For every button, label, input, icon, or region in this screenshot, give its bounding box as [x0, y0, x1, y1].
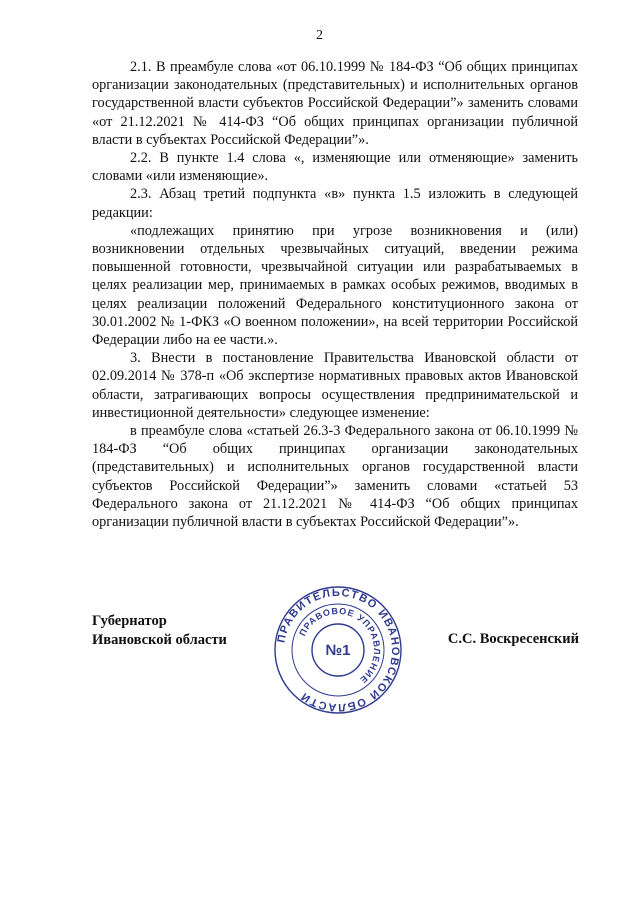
- official-seal: [273, 585, 403, 715]
- paragraph-2-2: 2.2. В пункте 1.4 слова «, изменяющие или отменяющие» заменить словами «или изменяющие».: [92, 150, 578, 185]
- paragraph-3-change: в преамбуле слова «статьей 26.3-3 Федерального закона от 06.10.1999 № 184-ФЗ “Об общих принципах организации законодательных (представительных) и исполнительных органов государственной власти субъектов Российской Федерации”» заменить словами «статьей 53 Федерального закона от 21.12.2021 № 414-ФЗ “Об общих принципах организации публичной власти в субъектах Российской Федерации”».: [92, 423, 578, 531]
- document-body: [92, 58, 578, 531]
- seal-inner-text: ПРАВОВОЕ УПРАВЛЕНИЕ: [297, 605, 383, 686]
- signature-title: [92, 612, 227, 650]
- signatory-position: Губернатор: [92, 613, 167, 629]
- signatory-name: С.С. Воскресенский: [447, 631, 579, 647]
- paragraph-2-3: 2.3. Абзац третий подпункта «в» пункта 1.5 изложить в следующей редакции:: [92, 186, 578, 221]
- seal-outer-text: ПРАВИТЕЛЬСТВО ИВАНОВСКОЙ ОБЛАСТИ: [275, 586, 402, 714]
- signatory-region: Ивановской области: [92, 632, 227, 648]
- seal-center-text: №1: [325, 642, 351, 659]
- paragraph-2-1: 2.1. В преамбуле слова «от 06.10.1999 № 184-ФЗ “Об общих принципах организации законодательных (представительных) и исполнительных органов государственной власти субъектов Российской Федерации”» заменить словами «от 21.12.2021 № 414-ФЗ “Об общих принципах организации публичной власти в субъектах Российской Федерации”».: [92, 59, 578, 148]
- paragraph-3: 3. Внести в постановление Правительства Ивановской области от 02.09.2014 № 378-п «Об экспертизе нормативных правовых актов Ивановской области, затрагивающих вопросы осуществления предпринимательской и инвестиционной деятельности» следующее изменение:: [92, 350, 578, 421]
- paragraph-quoted-text: «подлежащих принятию при угрозе возникновения и (или) возникновении отдельных чрезвычайных ситуаций, введении режима повышенной готовности, чрезвычайной ситуации или разрабатываемых в целях реализации мер, принимаемых в рамках особых режимов, вводимых в целях реализации положений Федерального конституционного закона от 30.01.2002 № 1-ФКЗ «О военном положении», на всей территории Российской Федерации либо на ее части.».: [92, 222, 578, 349]
- page-number: 2: [316, 28, 323, 43]
